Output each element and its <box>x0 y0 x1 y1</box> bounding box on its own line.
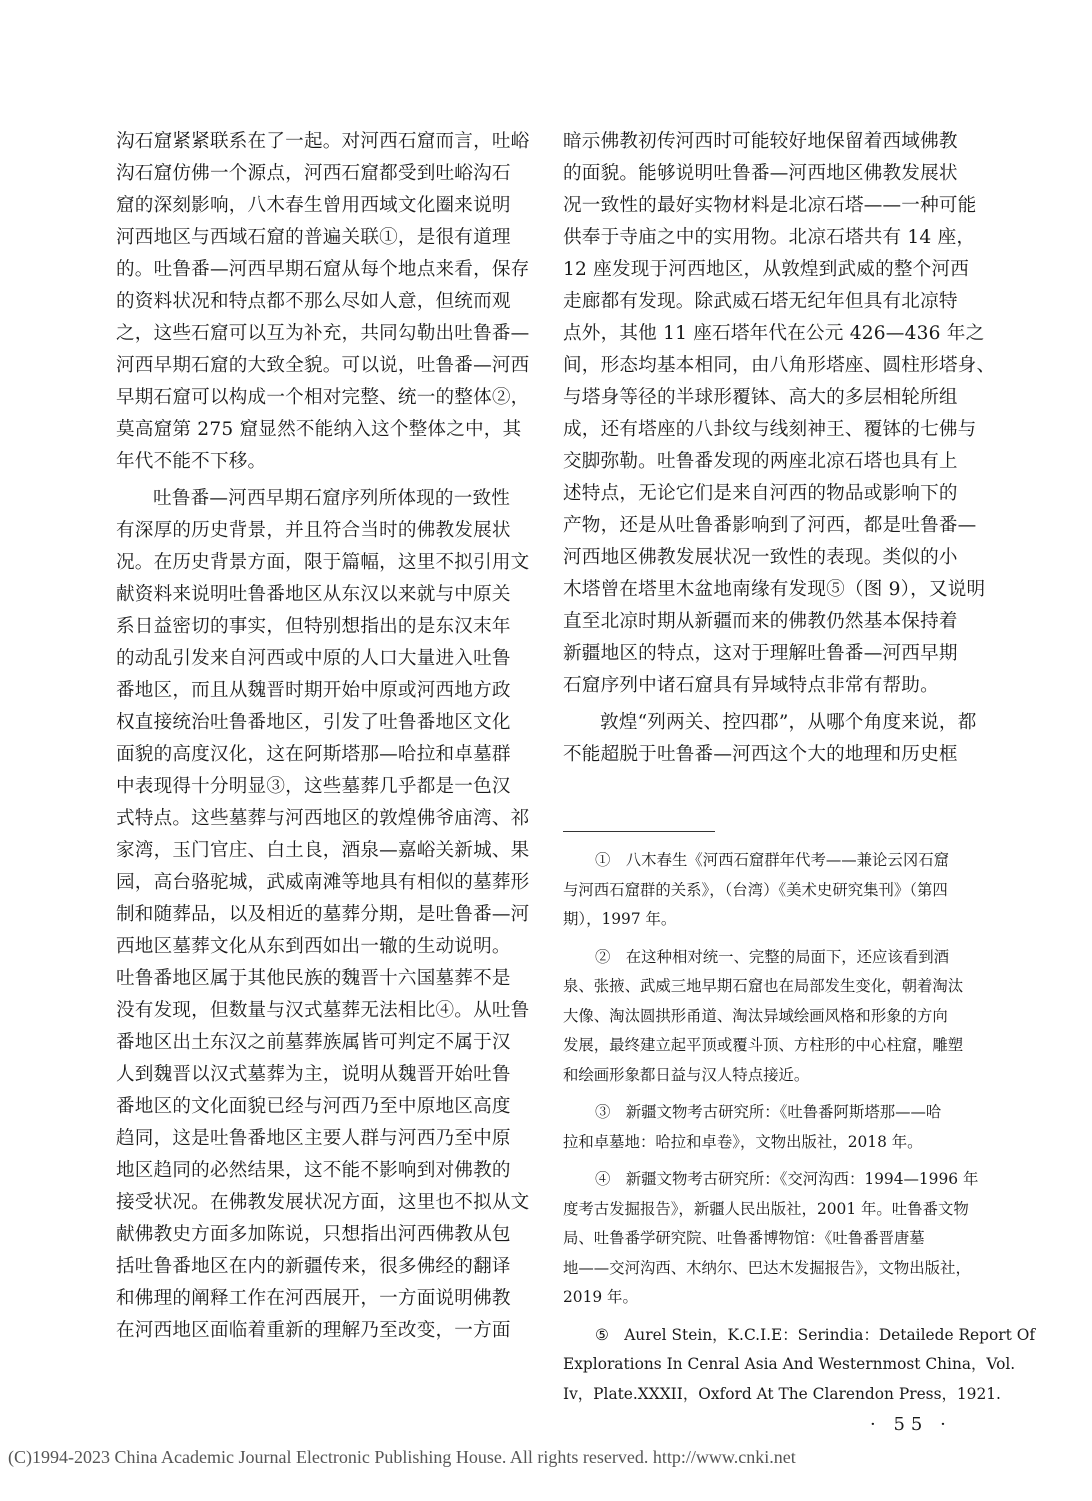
left-column <box>116 126 530 1347</box>
footnote-line: 度考古发掘报告》，新疆人民出版社，2001 年。吐鲁番文物 <box>563 1199 969 1218</box>
text-line: 直至北凉时期从新疆而来的佛教仍然基本保持着 <box>563 611 958 632</box>
text-line: 河西地区佛教发展状况一致性的表现。类似的小 <box>563 547 958 568</box>
text-line: 面貌的高度汉化，这在阿斯塔那—哈拉和卓墓群 <box>116 744 511 765</box>
footnote-line: ③ 新疆文物考古研究所：《吐鲁番阿斯塔那——哈 <box>595 1103 942 1121</box>
text-line: 沟石窟紧紧联系在了一起。对河西石窟而言，吐峪 <box>116 131 530 152</box>
footnote-gap <box>563 1090 973 1098</box>
footnote-line: 与河西石窟群的关系》，（台湾）《美术史研究集刊》（第四 <box>563 880 948 899</box>
text-line: 家湾，玉门官庄、白土良，酒泉—嘉峪关新城、果 <box>116 840 530 861</box>
text-line: 之，这些石窟可以互为补充，共同勾勒出吐鲁番— <box>116 323 530 344</box>
text-line: 不能超脱于吐鲁番—河西这个大的地理和历史框 <box>563 744 958 765</box>
text-line: 产物，还是从吐鲁番影响到了河西，都是吐鲁番— <box>563 515 977 536</box>
footnote-line: ① 八木春生《河西石窟群年代考——兼论云冈石窟 <box>595 851 949 869</box>
footnote-line: 泉、张掖、武威三地早期石窟也在局部发生变化，朝着淘汰 <box>563 977 964 995</box>
text-line: 走廊都有发现。除武威石塔无纪年但具有北凉特 <box>563 291 958 312</box>
text-line: 暗示佛教初传河西时可能较好地保留着西域佛教 <box>563 131 958 152</box>
page-number: · 55 · <box>870 1414 952 1435</box>
text-line: 石窟序列中诸石窟具有异域特点非常有帮助。 <box>563 675 939 696</box>
text-line: 的动乱引发来自河西或中原的人口大量进入吐鲁 <box>116 648 511 669</box>
text-line: 河西早期石窟的大致全貌。可以说，吐鲁番—河西 <box>116 355 530 376</box>
text-line: 供奉于寺庙之中的实用物。北凉石塔共有 14 座， <box>563 227 976 248</box>
footnote-line: Explorations In Cenral Asia And Westernmost China，Vol. <box>563 1355 1016 1373</box>
text-line: 吐鲁番地区属于其他民族的魏晋十六国墓葬不是 <box>116 968 511 989</box>
text-line: 河西地区与西域石窟的普遍关联①，是很有道理 <box>116 227 511 248</box>
text-line: 12 座发现于河西地区，从敦煌到武威的整个河西 <box>563 259 970 280</box>
text-line: 的。吐鲁番—河西早期石窟从每个地点来看，保存 <box>116 259 530 280</box>
footnote-line: ④ 新疆文物考古研究所：《交河沟西：1994—1996 年 <box>595 1170 979 1188</box>
footnote-line: Iv，Plate.XXXII，Oxford At The Clarendon Press，1921. <box>563 1384 1001 1403</box>
text-line: 述特点，无论它们是来自河西的物品或影响下的 <box>563 483 958 504</box>
text-line: 没有发现，但数量与汉式墓葬无法相比④。从吐鲁 <box>116 1000 530 1021</box>
text-line: 有深厚的历史背景，并且符合当时的佛教发展状 <box>116 520 511 541</box>
text-line: 窟的深刻影响，八木春生曾用西域文化圈来说明 <box>116 195 511 216</box>
text-line: 况。在历史背景方面，限于篇幅，这里不拟引用文 <box>116 552 530 573</box>
text-line: 地区趋同的必然结果，这不能不影响到对佛教的 <box>116 1160 511 1181</box>
text-line: 沟石窟仿佛一个源点，河西石窟都受到吐峪沟石 <box>116 163 511 184</box>
footnote-line: 和绘画形象都日益与汉人特点接近。 <box>563 1065 810 1084</box>
footnote-gap <box>563 1157 973 1165</box>
footnotes <box>563 846 1036 1409</box>
text-line: 趋同，这是吐鲁番地区主要人群与河西乃至中原 <box>116 1128 511 1149</box>
text-line: 制和随葬品，以及相近的墓葬分期，是吐鲁番—河 <box>116 904 530 925</box>
text-line: 莫高窟第 275 窟显然不能纳入这个整体之中，其 <box>116 419 522 440</box>
text-line: 式特点。这些墓葬与河西地区的敦煌佛爷庙湾、祁 <box>116 808 530 829</box>
text-line: 早期石窟可以构成一个相对完整、统一的整体②， <box>116 387 530 408</box>
right-column <box>563 126 996 771</box>
text-line: 中表现得十分明显③，这些墓葬几乎都是一色汉 <box>116 776 511 797</box>
footnote-line: 大像、淘汰圆拱形甬道、淘汰异域绘画风格和形象的方向 <box>563 1006 948 1025</box>
footnote-line: 2019 年。 <box>563 1288 638 1306</box>
copyright-notice: (C)1994-2023 China Academic Journal Electronic Publishing House. All rights reserved. http://www.cnki.net <box>8 1447 796 1467</box>
footnote-line: 期），1997 年。 <box>563 910 677 928</box>
text-line: 敦煌“列两关、控四郡”，从哪个角度来说，都 <box>600 712 977 733</box>
text-line: 交脚弥勒。吐鲁番发现的两座北凉石塔也具有上 <box>563 451 958 472</box>
text-line: 番地区，而且从魏晋时期开始中原或河西地方政 <box>116 680 511 701</box>
footnote-line: 局、吐鲁番学研究院、吐鲁番博物馆：《吐鲁番晋唐墓 <box>563 1229 925 1247</box>
text-line: 番地区出土东汉之前墓葬族属皆可判定不属于汉 <box>116 1032 511 1053</box>
text-line: 新疆地区的特点，这对于理解吐鲁番—河西早期 <box>563 643 958 664</box>
text-line: 权直接统治吐鲁番地区，引发了吐鲁番地区文化 <box>116 712 511 733</box>
text-line: 间，形态均基本相同，由八角形塔座、圆柱形塔身、 <box>563 355 996 376</box>
text-line: 点外，其他 11 座石塔年代在公元 426—436 年之 <box>563 323 985 344</box>
text-line: 献资料来说明吐鲁番地区从东汉以来就与中原关 <box>116 584 511 605</box>
text-line: 与塔身等径的半球形覆钵、高大的多层相轮所组 <box>563 387 958 408</box>
footnote-line: ⑤ Aurel Stein，K.C.I.E：Serindia：Detailede Report Of <box>595 1325 1036 1344</box>
text-line: 成，还有塔座的八卦纹与线刻神王、覆钵的七佛与 <box>563 419 977 440</box>
footnote-line: ② 在这种相对统一、完整的局面下，还应该看到酒 <box>595 947 949 966</box>
text-line: 的面貌。能够说明吐鲁番—河西地区佛教发展状 <box>563 163 958 184</box>
text-line: 系日益密切的事实，但特别想指出的是东汉末年 <box>116 616 511 637</box>
footnote-line: 发展，最终建立起平顶或覆斗顶、方柱形的中心柱窟，雕塑 <box>563 1036 964 1054</box>
text-line: 木塔曾在塔里木盆地南缘有发现⑤（图 9），又说明 <box>563 579 986 600</box>
text-line: 人到魏晋以汉式墓葬为主，说明从魏晋开始吐鲁 <box>116 1064 511 1085</box>
text-line: 接受状况。在佛教发展状况方面，这里也不拟从文 <box>116 1192 530 1213</box>
text-line: 年代不能不下移。 <box>116 451 267 472</box>
footnote-gap <box>563 935 973 943</box>
text-line: 的资料状况和特点都不那么尽如人意，但统而观 <box>116 291 511 312</box>
text-line: 和佛理的阐释工作在河西展开，一方面说明佛教 <box>116 1288 511 1309</box>
footnote-line: 拉和卓墓地：哈拉和卓卷》，文物出版社，2018 年。 <box>563 1132 923 1151</box>
footnote-gap <box>563 1313 973 1321</box>
text-line: 西地区墓葬文化从东到西如出一辙的生动说明。 <box>116 936 511 957</box>
text-line: 番地区的文化面貌已经与河西乃至中原地区高度 <box>116 1096 511 1117</box>
text-line: 献佛教史方面多加陈说，只想指出河西佛教从包 <box>116 1224 511 1245</box>
text-line: 吐鲁番—河西早期石窟序列所体现的一致性 <box>153 488 511 509</box>
text-line: 括吐鲁番地区在内的新疆传来，很多佛经的翻译 <box>116 1256 511 1277</box>
text-line: 况一致性的最好实物材料是北凉石塔——一种可能 <box>563 195 977 216</box>
footnote-line: 地——交河沟西、木纳尔、巴达木发掘报告》，文物出版社， <box>563 1258 971 1277</box>
text-line: 在河西地区面临着重新的理解乃至改变，一方面 <box>116 1320 511 1341</box>
text-line: 园，高台骆驼城，武威南滩等地具有相似的墓葬形 <box>116 872 530 893</box>
footnote-divider <box>563 831 715 832</box>
